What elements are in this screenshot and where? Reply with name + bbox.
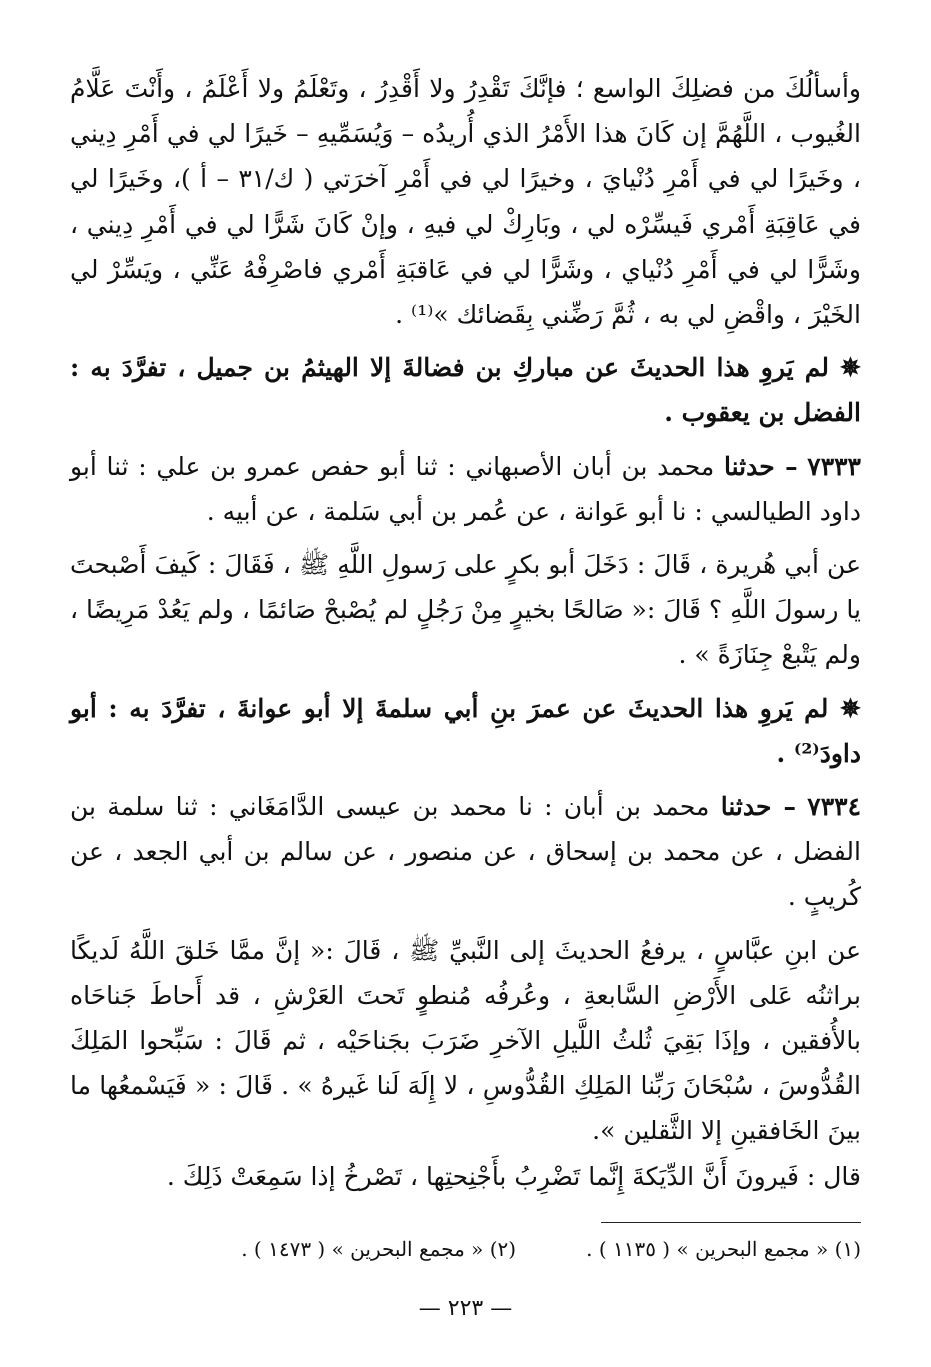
footnote-divider	[601, 1222, 861, 1223]
star-icon: ✵	[840, 353, 861, 383]
paragraph-note-2	[70, 686, 861, 776]
hadith-lead: حدثنا	[720, 792, 772, 822]
hadith-chain: محمد بن أبان الأصبهاني : ثنا أبو حفص عمرو بن علي : ثنا أبو داود الطيالسي : نا أبو عَوانة ، عن عُمر بن أبي سَلمة ، عن أبيه .	[70, 451, 861, 526]
hadith-number: ٧٣٣٣	[807, 451, 861, 481]
hadith-lead: حدثنا	[723, 451, 775, 481]
page-number: — ٢٢٣ —	[418, 1296, 513, 1321]
spacer	[70, 534, 861, 542]
footnotes	[70, 1232, 861, 1266]
paragraph-dua: وأسألُكَ من فضلِكَ الواسع ؛ فإنَّكَ تَقْدِرُ ولا أَقْدِرُ ، وتَعْلَمُ ولا أَعْلَمُ ، وأَنْتَ عَلَّامُ الغُيوب ، اللَّهُمَّ إن كَانَ هذا الأَمْرُ الذي أُريدُه – وَيُسَمِّيهِ – خَيرًا لي في أَمْرِ دِيني ، وخَيرًا لي في أَمْرِ دُنْيايَ ، وخيرًا لي في أَمْرِ آخرَتي ( ك/٣١ – أ )، وخَيرًا لي في عَاقِبَةِ أَمْري فَيسِّرْه لي ، وبَارِكْ لي فيهِ ، وإنْ كَانَ شَرًّا لي في أَمْرِ دِيني ، وشَرًّا لي في أَمْرِ دُنْياي ، وشَرًّا لي في عَاقبَةِ أَمْري فاصْرِفْهُ عَنِّي ، ويَسِّرْ لي الخَيْرَ ، واقْضِ لي به ، ثُمَّ رَضِّني بِقَضائك »⁽¹⁾ .	[70, 74, 861, 330]
paragraph-hadith-7334: ٧٣٣٤ – حدثنا محمد بن أبان : نا محمد بن عيسى الدَّامَغَاني : ثنا سلمة بن الفضل ، عن محمد بن إسحاق ، عن منصور ، عن سالم بن أبي الجعد ، عن كُريبٍ .	[70, 792, 861, 912]
paragraph-matn-7334: عن ابنِ عبَّاسٍ ، يرفعُ الحديثَ إلى النَّبيِّ ﷺ ، قَالَ :« إنَّ ممَّا خَلقَ اللَّهُ لَديكًا براثنُه عَلى الأَرْضِ السَّابعةِ ، وعُرفُه مُنطوٍ تَحتَ العَرْشِ ، قد أَحاطَ جَناحَاه بالأُفقين ، وإذَا بَقِيَ ثُلثُ اللَّيلِ الآخرِ ضَرَبَ بجَناحَيْه ، ثم قَالَ : سَبِّحوا المَلِكَ القُدُّوسَ ، سُبْحَانَ رَبِّنا المَلِكِ القُدُّوسِ ، لا إِلَهَ لَنا غَيرهُ » . قَالَ : « فَيَسْمعُها ما بينَ الخَافقينِ إلا الثَّقلين ».	[70, 935, 861, 1146]
paragraph-hadith-7333: ٧٣٣٣ – حدثنا محمد بن أبان الأصبهاني : ثنا أبو حفص عمرو بن علي : ثنا أبو داود الطيالسي : نا أبو عَوانة ، عن عُمر بن أبي سَلمة ، عن أبيه .	[70, 451, 861, 526]
hadith-chain: محمد بن أبان : نا محمد بن عيسى الدَّامَغَاني : ثنا سلمة بن الفضل ، عن محمد بن إسحاق ، عن منصور ، عن سالم بن أبي الجعد ، عن كُريبٍ .	[70, 792, 861, 912]
paragraph-matn-7333: عن أبي هُريرة ، قَالَ : دَخَلَ أبو بكرٍ على رَسولِ اللَّهِ ﷺ ، فَقَالَ : كَيفَ أَصْبحتَ يا رسولَ اللَّهِ ؟ قَالَ :« صَالحًا بخيرٍ مِنْ رَجُلٍ لم يُصْبحْ صَائمًا ، ولم يَعُدْ مَرِيضًا ، ولم يَتْبعْ جِنَازَةً » .	[70, 550, 861, 670]
spacer	[70, 436, 861, 444]
note-text: لم يَروِ هذا الحديثَ عن عمرَ بنِ أبي سلمةَ إلا أبو عوانةَ ، تفرَّدَ به : أبو داودَ⁽²⁾ .	[70, 693, 861, 768]
spacer	[70, 678, 861, 686]
note-text: لم يَروِ هذا الحديثَ عن مباركِ بن فضالةَ إلا الهيثمُ بن جميل ، تفرَّدَ به : الفضل بن يعقوب .	[70, 353, 861, 428]
paragraph-closing: قال : فَيرونَ أَنَّ الدِّيَكةَ إِنَّما تَضْرِبُ بأَجْنِحتِها ، تَصْرخُ إذا سَمِعَتْ ذَلِكَ .	[166, 1161, 861, 1191]
spacer	[70, 337, 861, 345]
footnote-1: (١) « مجمع البحرين » ( ١١٣٥ ) .	[586, 1237, 861, 1261]
star-icon: ✵	[840, 693, 861, 723]
footnote-2: (٢) « مجمع البحرين » ( ١٤٧٣ ) .	[241, 1237, 517, 1261]
spacer	[70, 920, 861, 928]
spacer	[70, 776, 861, 784]
paragraph-note-1	[70, 345, 861, 435]
hadith-number: ٧٣٣٤	[807, 792, 861, 822]
